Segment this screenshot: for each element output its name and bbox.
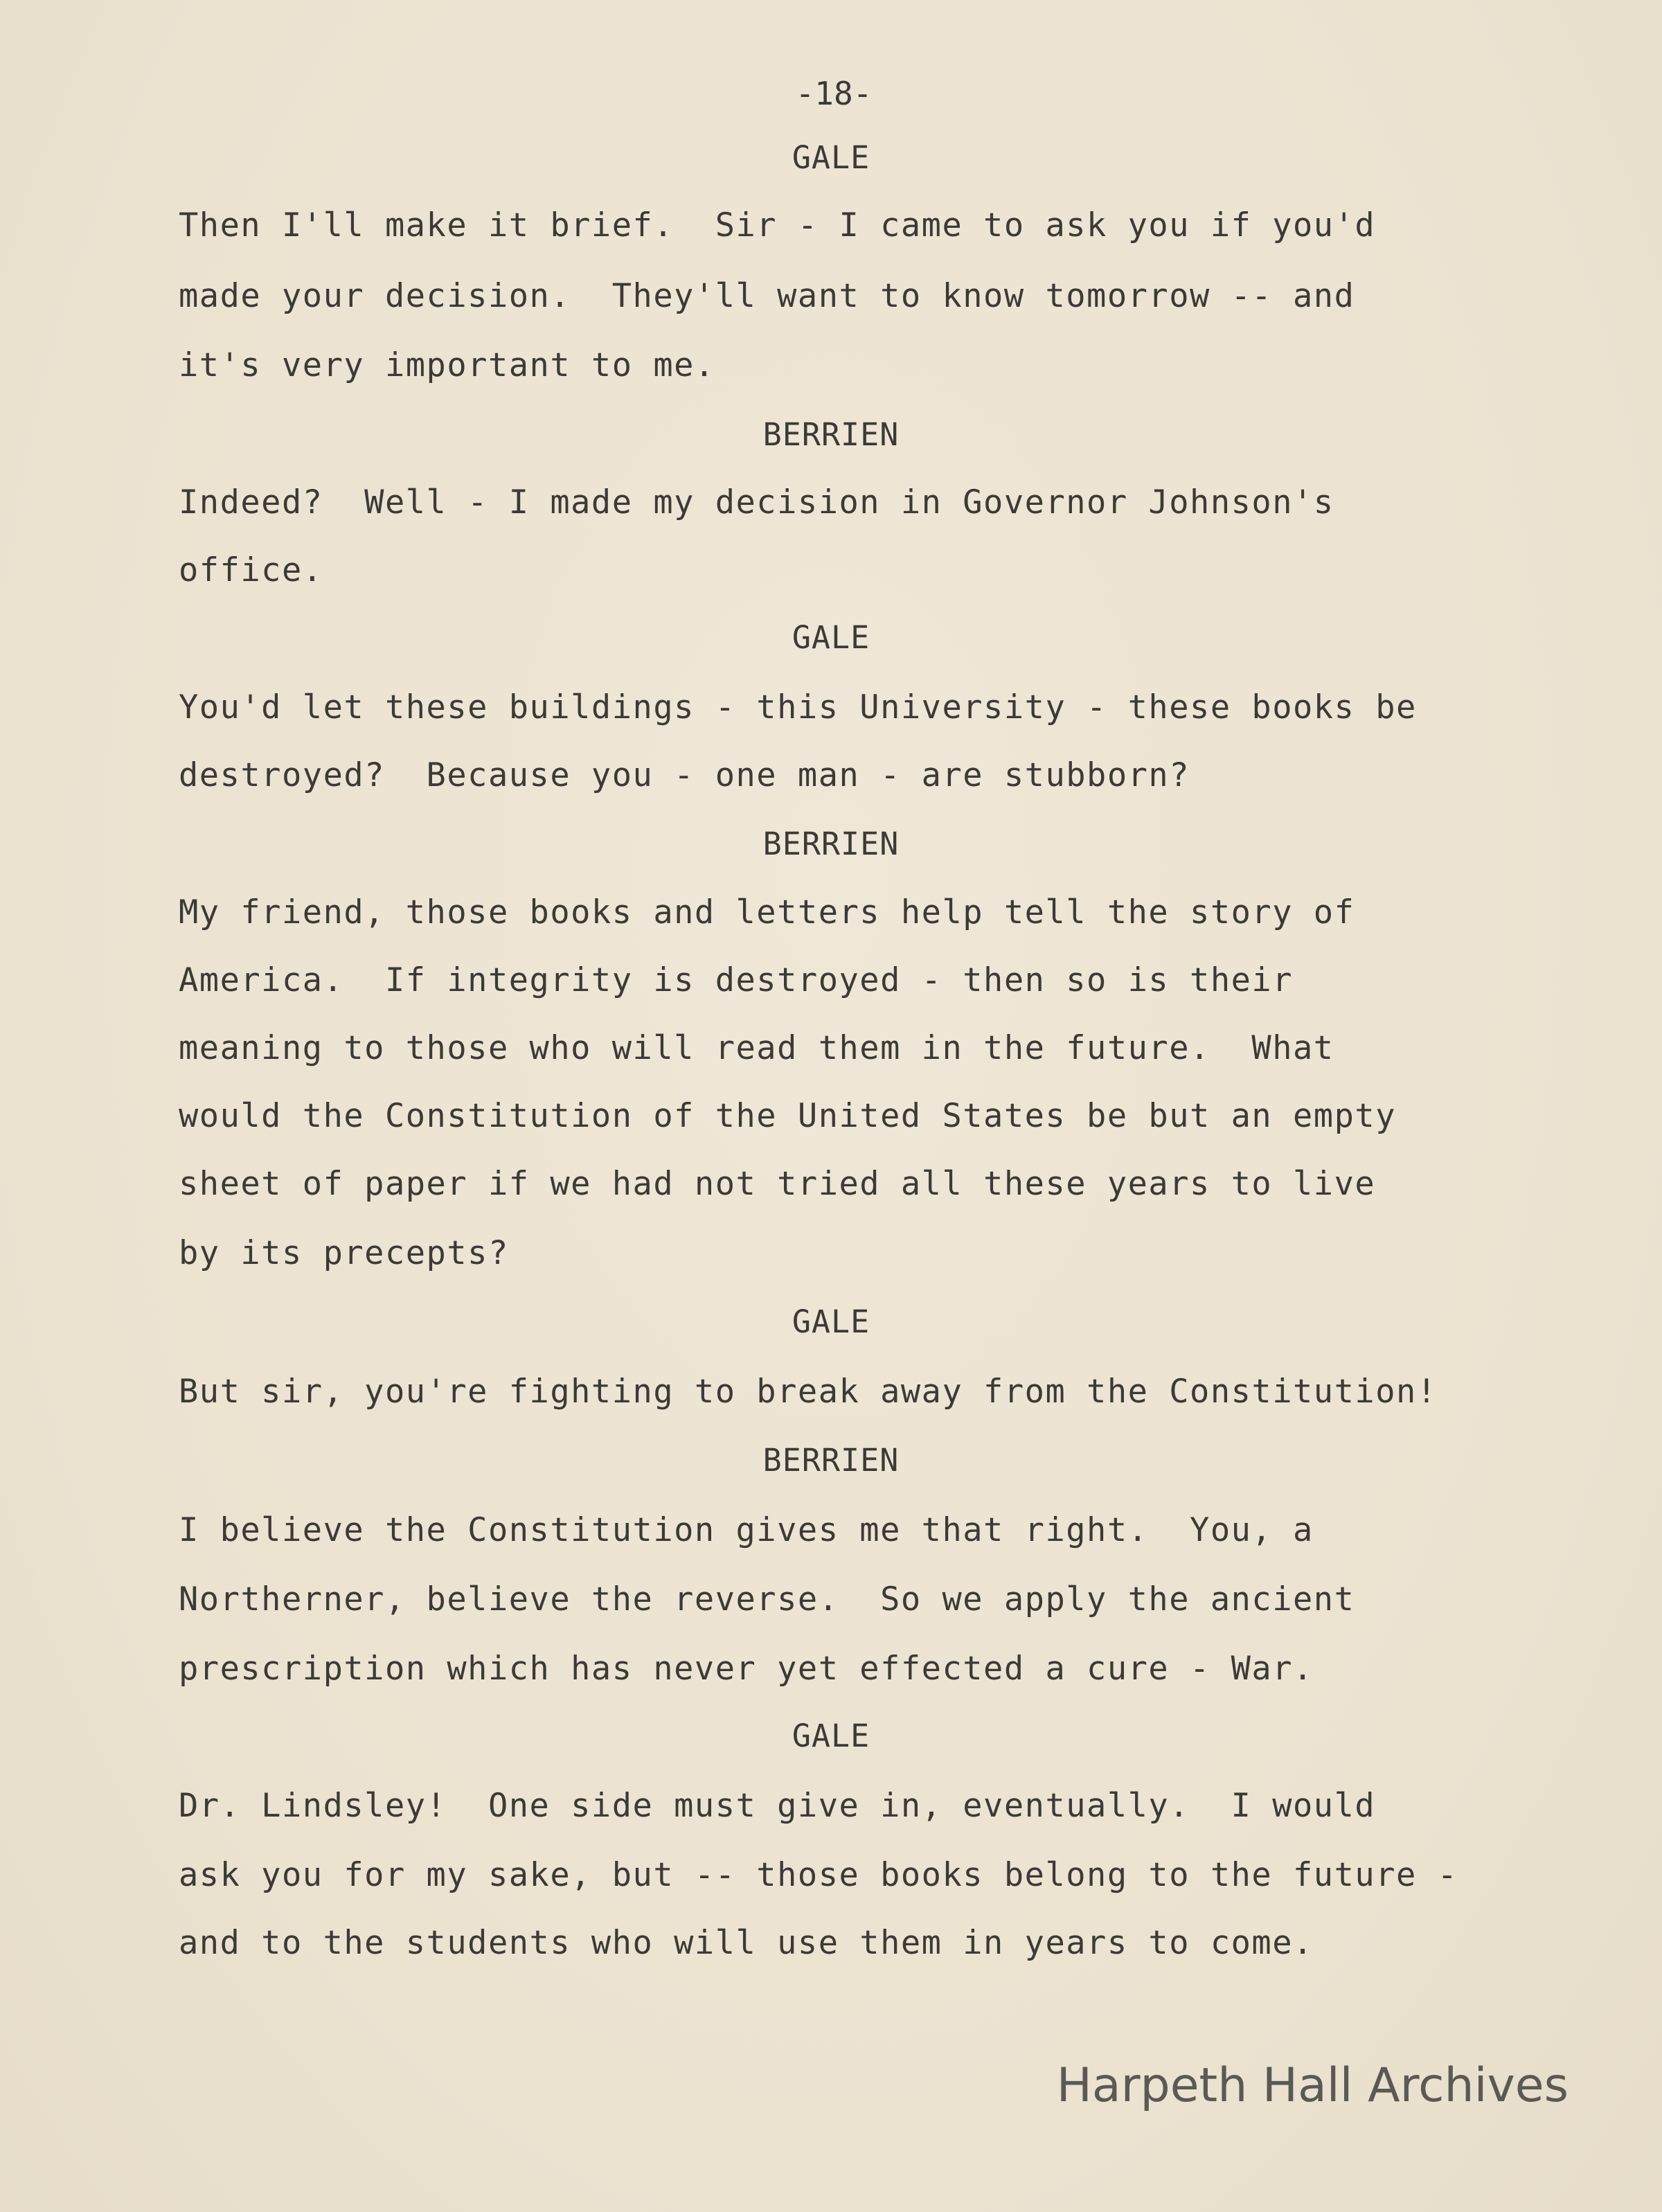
dialogue-line: made your decision. They'll want to know tomorrow -- and [179,277,1355,315]
dialogue-line: Indeed? Well - I made my decision in Governor Johnson's [179,483,1334,521]
dialogue-line: destroyed? Because you - one man - are stubborn? [179,756,1190,794]
dialogue-line: meaning to those who will read them in the future. What [179,1029,1334,1067]
speaker-name: BERRIEN [762,826,900,862]
speaker-name: GALE [792,619,870,656]
dialogue-line: prescription which has never yet effected a cure - War. [179,1650,1314,1688]
dialogue-line: Then I'll make it brief. Sir - I came to ask you if you'd [179,206,1376,244]
speaker-name: GALE [792,1303,870,1340]
dialogue-line: office. [179,551,323,589]
dialogue-line: America. If integrity is destroyed - then so is their [179,961,1294,999]
dialogue-line: Dr. Lindsley! One side must give in, eventually. I would [179,1787,1376,1825]
speaker-name: BERRIEN [762,416,900,453]
speaker-name: BERRIEN [762,1442,900,1479]
dialogue-line: sheet of paper if we had not tried all these years to live [179,1165,1376,1203]
speaker-name: GALE [792,139,870,176]
archive-watermark: Harpeth Hall Archives [1056,2058,1569,2113]
page-number: -18- [795,75,873,112]
dialogue-line: it's very important to me. [179,346,715,384]
dialogue-line: by its precepts? [179,1234,509,1272]
dialogue-line: ask you for my sake, but -- those books belong to the future - [179,1856,1458,1894]
dialogue-line: would the Constitution of the United States be but an empty [179,1097,1396,1135]
dialogue-line: My friend, those books and letters help tell the story of [179,893,1355,931]
dialogue-line: Northerner, believe the reverse. So we apply the ancient [179,1580,1355,1618]
dialogue-line: and to the students who will use them in years to come. [179,1924,1314,1962]
dialogue-line: I believe the Constitution gives me that right. You, a [179,1511,1314,1549]
speaker-name: GALE [792,1718,870,1754]
dialogue-line: You'd let these buildings - this University - these books be [179,688,1417,726]
dialogue-line: But sir, you're fighting to break away from the Constitution! [179,1373,1438,1411]
